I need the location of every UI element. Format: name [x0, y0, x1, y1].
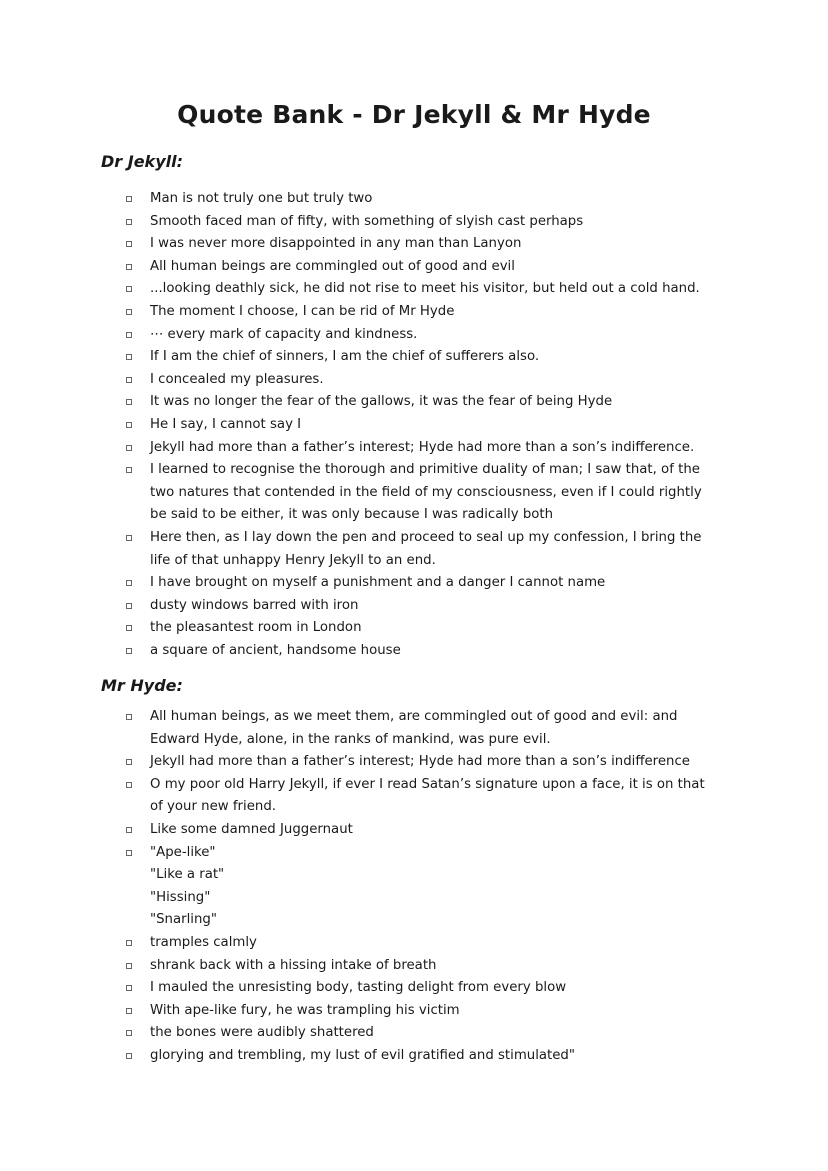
square-bullet-icon [126, 827, 132, 833]
quote-item [126, 211, 736, 234]
square-bullet-icon [126, 580, 132, 586]
square-bullet-icon [126, 445, 132, 451]
quote-text: Like some damned Juggernaut [150, 821, 353, 837]
square-bullet-icon [126, 603, 132, 609]
quote-item [126, 188, 736, 211]
quote-text: O my poor old Harry Jekyll, if ever I read Satan’s signature upon a face, it is on that [150, 776, 705, 792]
square-bullet-icon [126, 399, 132, 405]
square-bullet-icon [126, 264, 132, 270]
quote-text: "Like a rat" [150, 867, 225, 883]
quote-text: I learned to recognise the thorough and primitive duality of man; I saw that, of the [150, 462, 700, 478]
dr-jekyll-quote-list [126, 188, 736, 662]
quote-text: ...looking deathly sick, he did not rise to meet his visitor, but held out a cold hand. [150, 281, 700, 297]
quote-item [126, 414, 736, 437]
square-bullet-icon [126, 625, 132, 631]
quote-text: ⋯ every mark of capacity and kindness. [150, 326, 418, 342]
quote-item [126, 256, 736, 279]
section-heading-dr-jekyll: Dr Jekyll: [101, 152, 183, 171]
square-bullet-icon [126, 422, 132, 428]
quote-text: Edward Hyde, alone, in the ranks of mankind, was pure evil. [150, 731, 551, 747]
quote-text: two natures that contended in the field of my consciousness, even if I could rightly [150, 484, 702, 500]
quote-text: Jekyll had more than a father’s interest; Hyde had more than a son’s indifference [150, 754, 690, 770]
quote-text: Smooth faced man of fifty, with something of slyish cast perhaps [150, 213, 584, 229]
quote-item [126, 391, 736, 414]
quote-item [126, 751, 736, 774]
quote-text: All human beings, as we meet them, are commingled out of good and evil: and [150, 709, 678, 724]
quote-item [126, 595, 736, 618]
quote-text: Jekyll had more than a father’s interest; Hyde had more than a son’s indifference. [150, 439, 695, 455]
quote-text: If I am the chief of sinners, I am the chief of sufferers also. [150, 349, 540, 365]
quote-item [126, 977, 736, 1000]
quote-text: be said to be either, it was only because I was radically both [150, 507, 554, 523]
quote-item [126, 527, 736, 572]
square-bullet-icon [126, 1008, 132, 1014]
quote-text: I concealed my pleasures. [150, 371, 324, 387]
quote-text: tramples calmly [150, 934, 257, 950]
quote-item [126, 1000, 736, 1023]
quote-text: "Ape-like" [150, 844, 216, 860]
quote-item [126, 640, 736, 663]
quote-text: dusty windows barred with iron [150, 597, 359, 613]
quote-item [126, 1022, 736, 1045]
quote-item [126, 1045, 736, 1068]
square-bullet-icon [126, 1030, 132, 1036]
quote-text: the bones were audibly shattered [150, 1025, 374, 1041]
square-bullet-icon [126, 377, 132, 383]
quote-item [126, 278, 736, 301]
square-bullet-icon [126, 309, 132, 315]
page-title: Quote Bank - Dr Jekyll & Mr Hyde [177, 100, 651, 129]
square-bullet-icon [126, 1053, 132, 1059]
quote-item [126, 459, 736, 527]
square-bullet-icon [126, 782, 132, 788]
square-bullet-icon [126, 759, 132, 765]
quote-text: I mauled the unresisting body, tasting delight from every blow [150, 980, 567, 996]
quote-item [126, 932, 736, 955]
quote-text: "Snarling" [150, 912, 217, 928]
quote-item [126, 842, 736, 932]
square-bullet-icon [126, 286, 132, 292]
quote-text: a square of ancient, handsome house [150, 642, 401, 658]
quote-text: glorying and trembling, my lust of evil gratified and stimulated" [150, 1047, 575, 1063]
square-bullet-icon [126, 850, 132, 856]
quote-item [126, 301, 736, 324]
quote-item [126, 774, 736, 819]
quote-text: "Hissing" [150, 889, 211, 905]
quote-item [126, 706, 736, 751]
square-bullet-icon [126, 354, 132, 360]
mr-hyde-quote-list [126, 706, 736, 1068]
quote-item [126, 437, 736, 460]
square-bullet-icon [126, 714, 132, 720]
quote-text: All human beings are commingled out of good and evil [150, 258, 515, 274]
square-bullet-icon [126, 940, 132, 946]
quote-item [126, 617, 736, 640]
square-bullet-icon [126, 241, 132, 247]
square-bullet-icon [126, 332, 132, 338]
square-bullet-icon [126, 196, 132, 202]
quote-text: shrank back with a hissing intake of breath [150, 957, 437, 973]
square-bullet-icon [126, 648, 132, 654]
quote-item [126, 369, 736, 392]
quote-item [126, 955, 736, 978]
quote-text: Man is not truly one but truly two [150, 191, 373, 206]
square-bullet-icon [126, 985, 132, 991]
section-heading-mr-hyde: Mr Hyde: [101, 676, 183, 695]
quote-text: It was no longer the fear of the gallows, it was the fear of being Hyde [150, 394, 613, 410]
quote-text: I have brought on myself a punishment and a danger I cannot name [150, 575, 606, 591]
quote-item [126, 324, 736, 347]
quote-text: The moment I choose, I can be rid of Mr Hyde [150, 303, 455, 319]
square-bullet-icon [126, 535, 132, 541]
quote-item [126, 819, 736, 842]
quote-text: I was never more disappointed in any man than Lanyon [150, 236, 522, 252]
quote-text: Here then, as I lay down the pen and proceed to seal up my confession, I bring the [150, 529, 702, 545]
quote-item [126, 233, 736, 256]
quote-item [126, 572, 736, 595]
quote-text: the pleasantest room in London [150, 620, 362, 636]
square-bullet-icon [126, 219, 132, 225]
quote-text: He I say, I cannot say I [150, 416, 302, 432]
square-bullet-icon [126, 467, 132, 473]
quote-text: With ape-like fury, he was trampling his victim [150, 1002, 460, 1018]
quote-text: of your new friend. [150, 799, 276, 815]
quote-item [126, 346, 736, 369]
square-bullet-icon [126, 963, 132, 969]
quote-text: life of that unhappy Henry Jekyll to an end. [150, 552, 436, 568]
